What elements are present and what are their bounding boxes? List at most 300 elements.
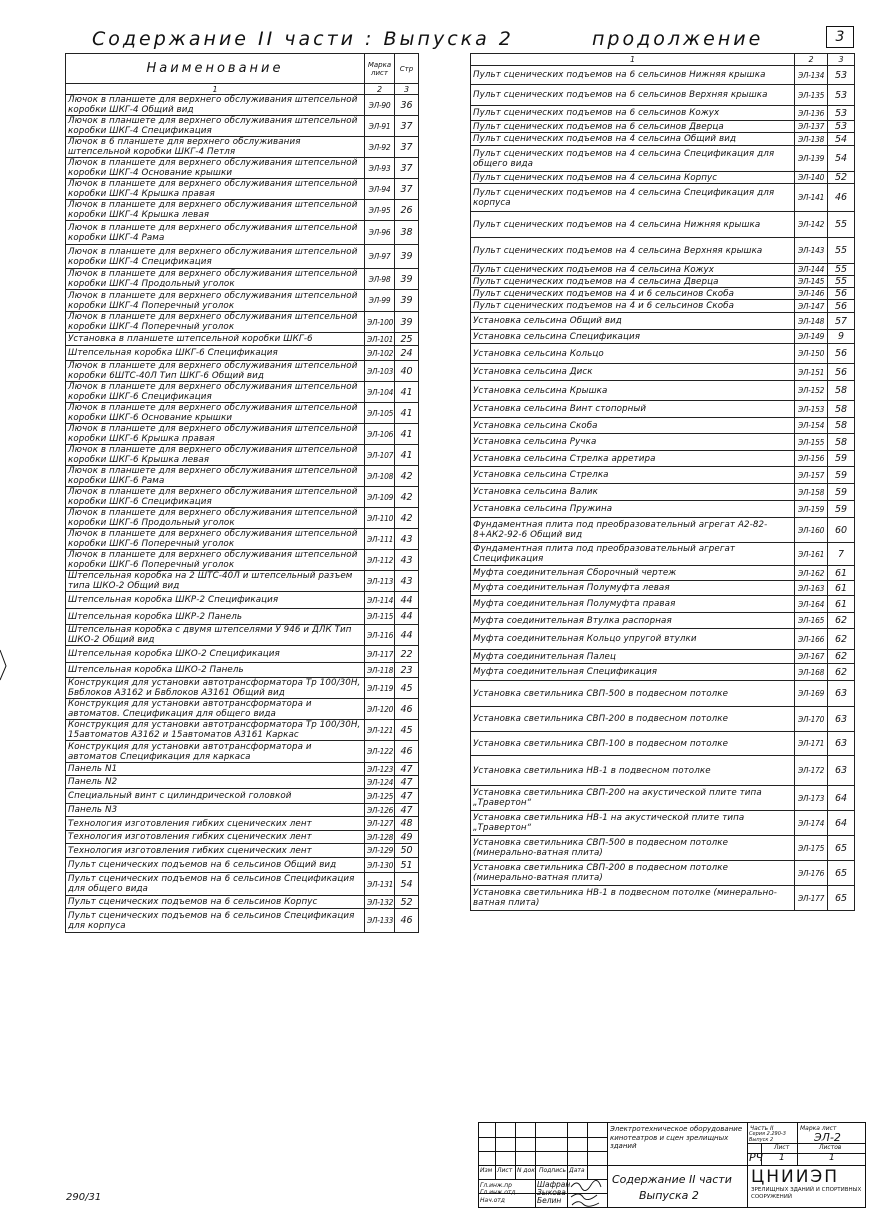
toc-row: [471, 66, 855, 85]
column-number-row: [66, 84, 419, 95]
stamp-part-label: Часть II: [750, 1125, 774, 1132]
entry-mark: ЭЛ-92: [365, 137, 395, 158]
toc-row: [66, 466, 419, 487]
toc-row: [66, 592, 419, 609]
entry-mark: ЭЛ-110: [365, 508, 395, 529]
entry-page: 65: [828, 861, 855, 886]
entry-name: Пульт сценических подъемов на 4 сельсина Верхняя крышка: [471, 238, 795, 264]
entry-mark: ЭЛ-152: [795, 381, 828, 401]
stamp-org-sub: ЗРЕЛИЩНЫХ ЗДАНИЙ И СПОРТИВНЫХ СООРУЖЕНИЙ: [751, 1187, 862, 1200]
stamp-series: Серия 2.290-3 Выпуск 2: [749, 1131, 786, 1143]
entry-mark: ЭЛ-177: [795, 886, 828, 911]
entry-name: Установка сельсина Пружина: [471, 501, 795, 518]
entry-mark: ЭЛ-164: [795, 596, 828, 613]
entry-mark: ЭЛ-107: [365, 445, 395, 466]
entry-mark: ЭЛ-176: [795, 861, 828, 886]
entry-mark: ЭЛ-161: [795, 543, 828, 566]
entry-mark: ЭЛ-104: [365, 382, 395, 403]
entry-page: 45: [395, 678, 419, 699]
entry-page: 41: [395, 403, 419, 424]
column-number-1: 1: [471, 54, 795, 66]
entry-page: 62: [828, 664, 855, 681]
entry-page: 56: [828, 300, 855, 313]
entry-page: 46: [395, 909, 419, 933]
entry-page: 48: [395, 817, 419, 831]
entry-name: Пульт сценических подъемов на 6 сельсинов Нижняя крышка: [471, 66, 795, 85]
toc-row: [471, 786, 855, 811]
toc-row: [66, 817, 419, 831]
entry-mark: ЭЛ-101: [365, 333, 395, 346]
entry-name: Конструкция для установки автотрансформатора и автоматов. Спецификация для общего вида: [66, 699, 365, 720]
entry-name: Лючок в планшете для верхнего обслуживания штепсельной коробки ШКГ-4 Продольный уголок: [66, 269, 365, 290]
entry-mark: ЭЛ-135: [795, 85, 828, 106]
entry-page: 24: [395, 346, 419, 361]
entry-page: 61: [828, 581, 855, 596]
entry-page: 61: [828, 566, 855, 581]
toc-row: [66, 269, 419, 290]
entry-name: Фундаментная плита под преобразовательный агрегат А2-82-8+АК2-92-6 Общий вид: [471, 518, 795, 543]
toc-row: [66, 550, 419, 571]
entry-page: 63: [828, 756, 855, 786]
entry-name: Установка сельсина Диск: [471, 364, 795, 381]
entry-name: Штепсельная коробка на 2 ШТС-40Л и штепсельный разъем типа ШКО-2 Общий вид: [66, 571, 365, 592]
entry-mark: ЭЛ-99: [365, 290, 395, 312]
stamp-name-3: Белин: [537, 1196, 562, 1205]
toc-row: [471, 172, 855, 184]
toc-row: [66, 179, 419, 200]
entry-page: 56: [828, 364, 855, 381]
toc-row: [471, 581, 855, 596]
entry-name: Панель N3: [66, 804, 365, 817]
column-name-header: Наименование: [66, 54, 365, 84]
entry-page: 41: [395, 382, 419, 403]
entry-page: 46: [395, 741, 419, 763]
entry-name: Муфта соединительная Полумуфта левая: [471, 581, 795, 596]
entry-name: Установка светильника СВП-200 в подвесном потолке: [471, 707, 795, 732]
entry-name: Пульт сценических подъемов на 4 сельсина Дверца: [471, 276, 795, 288]
entry-page: 45: [395, 720, 419, 741]
entry-mark: ЭЛ-98: [365, 269, 395, 290]
entry-mark: ЭЛ-139: [795, 146, 828, 172]
toc-row: [66, 95, 419, 116]
entry-page: 49: [395, 831, 419, 844]
stamp-name-1: Шафран: [537, 1180, 571, 1189]
entry-name: Муфта соединительная Кольцо упругой втулки: [471, 629, 795, 650]
entry-mark: ЭЛ-173: [795, 786, 828, 811]
entry-name: Муфта соединительная Палец: [471, 650, 795, 664]
entry-name: Пульт сценических подъемов на 4 сельсина Общий вид: [471, 133, 795, 146]
entry-page: 39: [395, 312, 419, 333]
entry-name: Лючок в планшете для верхнего обслуживания штепсельной коробки ШКГ-4 Общий вид: [66, 95, 365, 116]
toc-row: [66, 424, 419, 445]
entry-mark: ЭЛ-131: [365, 873, 395, 896]
entry-mark: ЭЛ-129: [365, 844, 395, 858]
signatures: [569, 1179, 605, 1207]
entry-page: 52: [395, 896, 419, 909]
header-right: продолжение: [592, 28, 764, 50]
toc-row: [471, 732, 855, 756]
entry-name: Пульт сценических подъемов на 6 сельсинов Дверца: [471, 121, 795, 133]
entry-page: 64: [828, 811, 855, 836]
entry-page: 59: [828, 467, 855, 484]
column-mark-header: Марка лист: [365, 54, 395, 84]
entry-name: Лючок в планшете для верхнего обслуживания штепсельной коробки ШКГ-6 Спецификация: [66, 487, 365, 508]
entry-mark: ЭЛ-168: [795, 664, 828, 681]
toc-row: [66, 312, 419, 333]
toc-row: [471, 418, 855, 434]
entry-name: Лючок в планшете для верхнего обслуживания штепсельной коробки ШКГ-6 Спецификация: [66, 382, 365, 403]
entry-mark: ЭЛ-122: [365, 741, 395, 763]
entry-name: Лючок в планшете для верхнего обслуживания штепсельной коробки ШКГ-4 Крышка правая: [66, 179, 365, 200]
entry-mark: ЭЛ-156: [795, 451, 828, 467]
entry-mark: ЭЛ-147: [795, 300, 828, 313]
toc-row: [471, 212, 855, 238]
toc-row: [66, 625, 419, 646]
entry-page: 65: [828, 836, 855, 861]
entry-name: Технология изготовления гибких сценических лент: [66, 831, 365, 844]
entry-name: Пульт сценических подъемов на 4 сельсина Спецификация для общего вида: [471, 146, 795, 172]
entry-mark: ЭЛ-91: [365, 116, 395, 137]
entry-name: Муфта соединительная Полумуфта правая: [471, 596, 795, 613]
entry-mark: ЭЛ-124: [365, 776, 395, 789]
toc-row: [66, 403, 419, 424]
toc-row: [66, 720, 419, 741]
entry-page: 63: [828, 732, 855, 756]
entry-page: 22: [395, 646, 419, 663]
entry-name: Установка сельсина Стрелка арретира: [471, 451, 795, 467]
toc-row: [66, 137, 419, 158]
entry-name: Пульт сценических подъемов на 4 и 6 сельсинов Скоба: [471, 300, 795, 313]
toc-row: [471, 484, 855, 501]
entry-page: 25: [395, 333, 419, 346]
entry-mark: ЭЛ-108: [365, 466, 395, 487]
toc-row: [471, 596, 855, 613]
toc-row: [471, 344, 855, 364]
entry-mark: ЭЛ-158: [795, 484, 828, 501]
stamp-col-date: Дата: [569, 1167, 585, 1174]
entry-name: Установка светильника НВ-1 в подвесном потолке (минерально-ватная плита): [471, 886, 795, 911]
toc-row: [471, 264, 855, 276]
toc-row: [471, 756, 855, 786]
toc-row: [471, 313, 855, 330]
toc-row: [66, 699, 419, 720]
entry-mark: ЭЛ-102: [365, 346, 395, 361]
entry-mark: ЭЛ-113: [365, 571, 395, 592]
entry-page: 59: [828, 451, 855, 467]
entry-mark: ЭЛ-175: [795, 836, 828, 861]
archive-code: 290/31: [66, 1192, 102, 1203]
entry-page: 55: [828, 264, 855, 276]
entry-mark: ЭЛ-134: [795, 66, 828, 85]
entry-mark: ЭЛ-95: [365, 200, 395, 221]
entry-name: Установка светильника СВП-200 на акустической плите типа „Травертон“: [471, 786, 795, 811]
entry-name: Муфта соединительная Спецификация: [471, 664, 795, 681]
toc-row: [66, 529, 419, 550]
entry-page: 52: [828, 172, 855, 184]
entry-mark: ЭЛ-151: [795, 364, 828, 381]
toc-row: [471, 434, 855, 451]
toc-row: [471, 543, 855, 566]
entry-mark: ЭЛ-137: [795, 121, 828, 133]
toc-row: [471, 566, 855, 581]
entry-name: Пульт сценических подъемов на 6 сельсинов Верхняя крышка: [471, 85, 795, 106]
toc-row: [471, 811, 855, 836]
entry-mark: ЭЛ-159: [795, 501, 828, 518]
toc-row: [471, 401, 855, 418]
entry-name: Технология изготовления гибких сценических лент: [66, 844, 365, 858]
fold-mark: [0, 640, 8, 700]
toc-row: [471, 681, 855, 707]
entry-page: 37: [395, 116, 419, 137]
stamp-project: Электротехническое оборудование кинотеатров и сцен зрелищных зданий: [610, 1125, 743, 1150]
entry-page: 47: [395, 789, 419, 804]
toc-table-right: [470, 53, 855, 911]
entry-page: 58: [828, 381, 855, 401]
toc-row: [471, 381, 855, 401]
toc-row: [66, 346, 419, 361]
entry-name: Лючок в планшете для верхнего обслуживания штепсельной коробки ШКГ-4 Крышка левая: [66, 200, 365, 221]
entry-page: 43: [395, 550, 419, 571]
entry-page: 46: [395, 699, 419, 720]
toc-row: [66, 804, 419, 817]
entry-name: Установка светильника СВП-500 в подвесном потолке: [471, 681, 795, 707]
entry-page: 53: [828, 106, 855, 121]
toc-row: [471, 467, 855, 484]
toc-row: [66, 158, 419, 179]
entry-mark: ЭЛ-115: [365, 609, 395, 625]
entry-name: Пульт сценических подъемов на 4 сельсина Нижняя крышка: [471, 212, 795, 238]
entry-name: Установка сельсина Крышка: [471, 381, 795, 401]
toc-row: [66, 290, 419, 312]
entry-name: Панель N2: [66, 776, 365, 789]
entry-mark: ЭЛ-128: [365, 831, 395, 844]
entry-mark: ЭЛ-120: [365, 699, 395, 720]
entry-page: 41: [395, 445, 419, 466]
stamp-lists-value: 1: [829, 1153, 835, 1163]
entry-name: Установка в планшете штепсельной коробки ШКГ-6: [66, 333, 365, 346]
toc-row: [471, 106, 855, 121]
entry-page: 55: [828, 276, 855, 288]
entry-mark: ЭЛ-157: [795, 467, 828, 484]
toc-row: [471, 133, 855, 146]
entry-mark: ЭЛ-146: [795, 288, 828, 300]
entry-mark: ЭЛ-171: [795, 732, 828, 756]
column-header-row: [66, 54, 419, 84]
toc-row: [66, 245, 419, 269]
entry-name: Штепсельная коробка ШКО-2 Панель: [66, 663, 365, 678]
column-number-2: 2: [795, 54, 828, 66]
toc-row: [66, 382, 419, 403]
stamp-col-sign: Подпись: [539, 1167, 566, 1174]
toc-row: [471, 85, 855, 106]
entry-mark: ЭЛ-138: [795, 133, 828, 146]
entry-mark: ЭЛ-130: [365, 858, 395, 873]
entry-mark: ЭЛ-142: [795, 212, 828, 238]
toc-row: [471, 650, 855, 664]
entry-name: Установка светильника СВП-100 в подвесном потолке: [471, 732, 795, 756]
stamp-issue: Выпуска 2: [639, 1189, 699, 1202]
stamp-lists-label: Листов: [819, 1144, 842, 1151]
entry-name: Пульт сценических подъемов на 6 сельсинов Спецификация для корпуса: [66, 909, 365, 933]
entry-name: Пульт сценических подъемов на 6 сельсинов Кожух: [471, 106, 795, 121]
toc-row: [66, 776, 419, 789]
entry-page: 54: [395, 873, 419, 896]
toc-row: [66, 609, 419, 625]
toc-row: [471, 288, 855, 300]
entry-mark: ЭЛ-114: [365, 592, 395, 609]
entry-name: Штепсельная коробка ШКР-2 Панель: [66, 609, 365, 625]
toc-row: [66, 831, 419, 844]
entry-mark: ЭЛ-170: [795, 707, 828, 732]
toc-row: [471, 707, 855, 732]
entry-page: 44: [395, 592, 419, 609]
entry-page: 39: [395, 290, 419, 312]
stamp-sheet-title: Содержание II части: [612, 1173, 732, 1186]
entry-mark: ЭЛ-100: [365, 312, 395, 333]
entry-mark: ЭЛ-117: [365, 646, 395, 663]
entry-name: Конструкция для установки автотрансформатора и автоматов Спецификация для каркаса: [66, 741, 365, 763]
entry-page: 38: [395, 221, 419, 245]
entry-page: 55: [828, 212, 855, 238]
entry-name: Пульт сценических подъемов на 4 и 6 сельсинов Скоба: [471, 288, 795, 300]
entry-mark: ЭЛ-165: [795, 613, 828, 629]
entry-page: 26: [395, 200, 419, 221]
stamp-stage: РЧ: [749, 1151, 764, 1164]
entry-name: Установка светильника НВ-1 на акустической плите типа „Травертон“: [471, 811, 795, 836]
entry-mark: ЭЛ-97: [365, 245, 395, 269]
entry-mark: ЭЛ-116: [365, 625, 395, 646]
entry-page: 50: [395, 844, 419, 858]
entry-mark: ЭЛ-90: [365, 95, 395, 116]
column-number-1: 1: [66, 84, 365, 95]
entry-name: Лючок в планшете для верхнего обслуживания штепсельной коробки ШКГ-4 Поперечный уголок: [66, 312, 365, 333]
entry-page: 44: [395, 609, 419, 625]
entry-page: 43: [395, 529, 419, 550]
toc-row: [471, 886, 855, 911]
entry-name: Установка сельсина Стрелка: [471, 467, 795, 484]
entry-name: Установка сельсина Кольцо: [471, 344, 795, 364]
entry-page: 56: [828, 344, 855, 364]
entry-page: 58: [828, 418, 855, 434]
entry-mark: ЭЛ-174: [795, 811, 828, 836]
entry-name: Пульт сценических подъемов на 6 сельсинов Корпус: [66, 896, 365, 909]
entry-page: 61: [828, 596, 855, 613]
toc-row: [471, 836, 855, 861]
toc-row: [66, 508, 419, 529]
entry-page: 58: [828, 434, 855, 451]
toc-row: [471, 451, 855, 467]
entry-name: Пульт сценических подъемов на 4 сельсина Кожух: [471, 264, 795, 276]
entry-page: 23: [395, 663, 419, 678]
entry-page: 55: [828, 238, 855, 264]
entry-page: 47: [395, 763, 419, 776]
column-number-row: [471, 54, 855, 66]
toc-row: [66, 844, 419, 858]
column-number-2: 2: [365, 84, 395, 95]
toc-row: [471, 276, 855, 288]
entry-mark: ЭЛ-136: [795, 106, 828, 121]
column-number-3: 3: [395, 84, 419, 95]
entry-name: Лючок в планшете для верхнего обслуживания штепсельной коробки ШКГ-4 Основание крышки: [66, 158, 365, 179]
entry-page: 53: [828, 121, 855, 133]
stamp-col-doc: N док: [517, 1167, 535, 1174]
toc-row: [471, 121, 855, 133]
entry-name: Конструкция для установки автотрансформатора Тр 100/30Н, Бвблоков А3162 и Бвблоков А3161 Общий вид: [66, 678, 365, 699]
stamp-mark-label: Марка лист: [800, 1125, 837, 1132]
header-left: Содержание II части : Выпуска 2: [92, 28, 514, 50]
entry-mark: ЭЛ-167: [795, 650, 828, 664]
entry-page: 57: [828, 313, 855, 330]
entry-name: Установка сельсина Скоба: [471, 418, 795, 434]
entry-name: Установка сельсина Винт стопорный: [471, 401, 795, 418]
toc-row: [66, 858, 419, 873]
entry-name: Лючок в планшете для верхнего обслуживания штепсельной коробки ШКГ-4 Спецификация: [66, 245, 365, 269]
entry-name: Лючок в планшете для верхнего обслуживания штепсельной коробки ШКГ-6 Крышка левая: [66, 445, 365, 466]
entry-page: 40: [395, 361, 419, 382]
entry-mark: ЭЛ-143: [795, 238, 828, 264]
entry-name: Установка сельсина Валик: [471, 484, 795, 501]
toc-row: [66, 200, 419, 221]
entry-mark: ЭЛ-94: [365, 179, 395, 200]
entry-mark: ЭЛ-148: [795, 313, 828, 330]
stamp-col-izm: Изм: [480, 1167, 493, 1174]
entry-page: 37: [395, 158, 419, 179]
entry-page: 37: [395, 137, 419, 158]
entry-name: Лючок в планшете для верхнего обслуживания штепсельной коробки ШКГ-4 Поперечный уголок: [66, 290, 365, 312]
entry-page: 53: [828, 85, 855, 106]
entry-mark: ЭЛ-121: [365, 720, 395, 741]
entry-page: 63: [828, 681, 855, 707]
entry-mark: ЭЛ-145: [795, 276, 828, 288]
stamp-list-label: Лист: [774, 1144, 790, 1151]
entry-name: Лючок в планшете для верхнего обслуживания штепсельной коробки ШКГ-6 Основание крышки: [66, 403, 365, 424]
entry-page: 63: [828, 707, 855, 732]
entry-page: 9: [828, 330, 855, 344]
entry-page: 65: [828, 886, 855, 911]
toc-row: [471, 518, 855, 543]
entry-name: Лючок в планшете для верхнего обслуживания штепсельной коробки ШКГ-6 Поперечный уголок: [66, 529, 365, 550]
title-block: [478, 1122, 866, 1208]
toc-row: [471, 146, 855, 172]
entry-name: Пульт сценических подъемов на 4 сельсина Корпус: [471, 172, 795, 184]
entry-page: 43: [395, 571, 419, 592]
toc-row: [66, 741, 419, 763]
entry-mark: ЭЛ-154: [795, 418, 828, 434]
entry-page: 59: [828, 501, 855, 518]
toc-table-left: [65, 53, 419, 933]
entry-name: Технология изготовления гибких сценических лент: [66, 817, 365, 831]
entry-name: Установка сельсина Общий вид: [471, 313, 795, 330]
toc-row: [66, 221, 419, 245]
entry-mark: ЭЛ-140: [795, 172, 828, 184]
toc-row: [471, 613, 855, 629]
entry-mark: ЭЛ-125: [365, 789, 395, 804]
entry-mark: ЭЛ-96: [365, 221, 395, 245]
toc-row: [471, 629, 855, 650]
entry-page: 53: [828, 66, 855, 85]
entry-mark: ЭЛ-155: [795, 434, 828, 451]
entry-mark: ЭЛ-119: [365, 678, 395, 699]
entry-mark: ЭЛ-93: [365, 158, 395, 179]
toc-row: [66, 333, 419, 346]
toc-row: [66, 646, 419, 663]
toc-row: [66, 445, 419, 466]
entry-mark: ЭЛ-144: [795, 264, 828, 276]
entry-name: Лючок в планшете для верхнего обслуживания штепсельной коробки ШКГ-6 Крышка правая: [66, 424, 365, 445]
stamp-role-2: Гл.инж.отд: [480, 1189, 516, 1196]
entry-mark: ЭЛ-109: [365, 487, 395, 508]
entry-page: 62: [828, 629, 855, 650]
